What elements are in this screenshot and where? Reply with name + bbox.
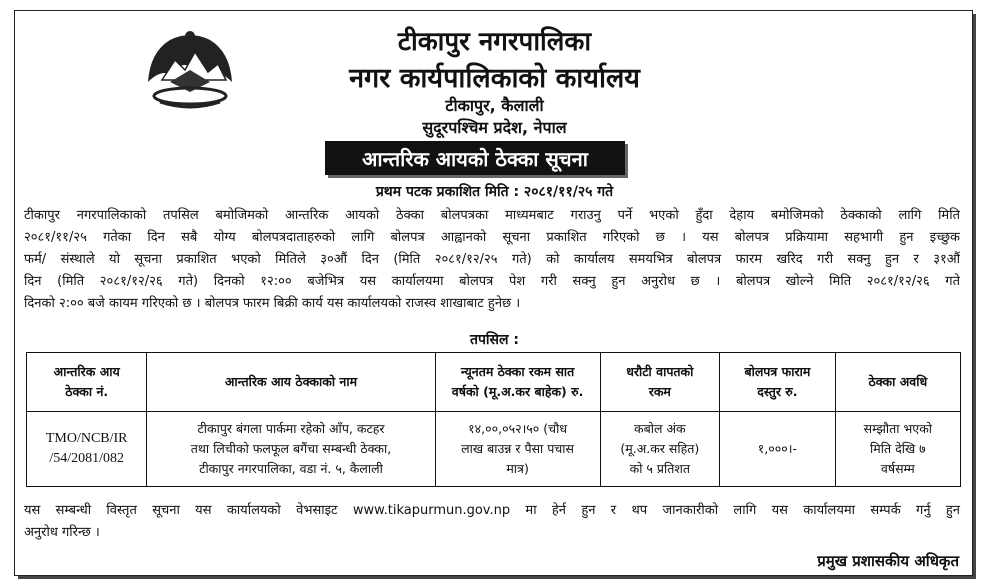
header-contract-name: आन्तरिक आय ठेक्काको नाम — [147, 353, 435, 412]
body-line: दिन (मिति २०८१/१२/२६ गते) दिनको १२:०० बजेभित्र यस कार्यालयमा बोलपत्र पेश गरी सक्नु हुन अनुरोध छ । बोलपत्र खोल्ने मिति २०८१/१२/२६ गते — [24, 274, 960, 289]
notice-body — [24, 205, 960, 315]
body-line: २०८१/११/२५ गतेका दिन सबै योग्य बोलपत्रदाताहरुको लागि बोलपत्र आह्वानको सूचना प्रकाशित गरिएको छ । यस बोलपत्र प्रक्रियामा सहभागी हुन इच्छुक — [24, 230, 960, 245]
signature-title: प्रमुख प्रशासकीय अधिकृत — [817, 552, 959, 570]
footer-line: यस सम्बन्धी विस्तृत सूचना यस कार्यालयको वेभसाइट www.tikapurmun.gov.np मा हेर्न हुन र थप जानकारीको लागि यस कार्यालयमा सम्पर्क गर्नु हुन — [24, 503, 960, 518]
header-duration: ठेक्का अवधि — [835, 353, 960, 412]
header-min-amount: न्यूनतम ठेक्का रकम सात वर्षको (मू.अ.कर बाहेक) रु. — [435, 353, 600, 412]
notice-banner: आन्तरिक आयको ठेक्का सूचना — [325, 141, 625, 175]
cell-contract-no: TMO/NCB/IR /54/2081/082 — [27, 412, 147, 487]
table-header-row — [27, 353, 961, 412]
cell-min-amount: १४,००,०५२।५० (चौध लाख बाउन्न र पैसा पचास मात्र) — [435, 412, 600, 487]
header-contract-no: आन्तरिक आय ठेक्का नं. — [27, 353, 147, 412]
body-line: फर्म/ संस्थाले यो सूचना प्रकाशित भएको मितिले ३०औं दिन (मिति २०८१/१२/२५ गते) को कार्यालय समयभित्र बोलपत्र फारम खरिद गरी सक्नु हुन र ३१औं — [24, 252, 960, 267]
footer-note — [24, 500, 960, 544]
office-location: टीकापुर, कैलाली — [445, 96, 544, 115]
office-subtitle: नगर कार्यपालिकाको कार्यालय — [349, 63, 640, 94]
office-province: सुदूरपश्चिम प्रदेश, नेपाल — [422, 118, 567, 137]
tapsil-heading: तपसिल : — [470, 332, 519, 348]
contract-table — [26, 352, 961, 487]
footer-line: अनुरोध गरिन्छ । — [24, 525, 100, 540]
cell-form-fee: १,०००।- — [720, 412, 836, 487]
cell-duration: सम्झौता भएको मिति देखि ७ वर्षसम्म — [835, 412, 960, 487]
body-line: दिनको २:०० बजे कायम गरिएको छ । बोलपत्र फारम बिक्री कार्य यस कार्यालयको राजस्व शाखाबाट हुनेछ । — [24, 296, 521, 311]
border-shadow-bottom — [18, 576, 976, 579]
published-date: प्रथम पटक प्रकाशित मिति : २०८१/११/२५ गते — [375, 184, 614, 200]
cell-contract-name: टीकापुर बंगला पार्कमा रहेको आँप, कटहर तथा लिचीको फलफूल बगैंचा सम्बन्धी ठेक्का, टीकापुर नगरपालिका, वडा नं. ५, कैलाली — [147, 412, 435, 487]
header-form-fee: बोलपत्र फाराम दस्तुर रु. — [720, 353, 836, 412]
header-deposit: धरौटी वापतको रकम — [600, 353, 720, 412]
body-line: टीकापुर नगरपालिकाको तपसिल बमोजिमको आन्तरिक आयको ठेक्का बोलपत्रका माध्यमबाट गराउनु पर्ने भएको हुँदा देहाय बमोजिमको ठेक्काको लागि मिति — [24, 208, 960, 223]
office-title: टीकापुर नगरपालिका — [397, 27, 592, 57]
table-row — [27, 412, 961, 487]
cell-deposit: कबोल अंक (मू.अ.कर सहित) को ५ प्रतिशत — [600, 412, 720, 487]
